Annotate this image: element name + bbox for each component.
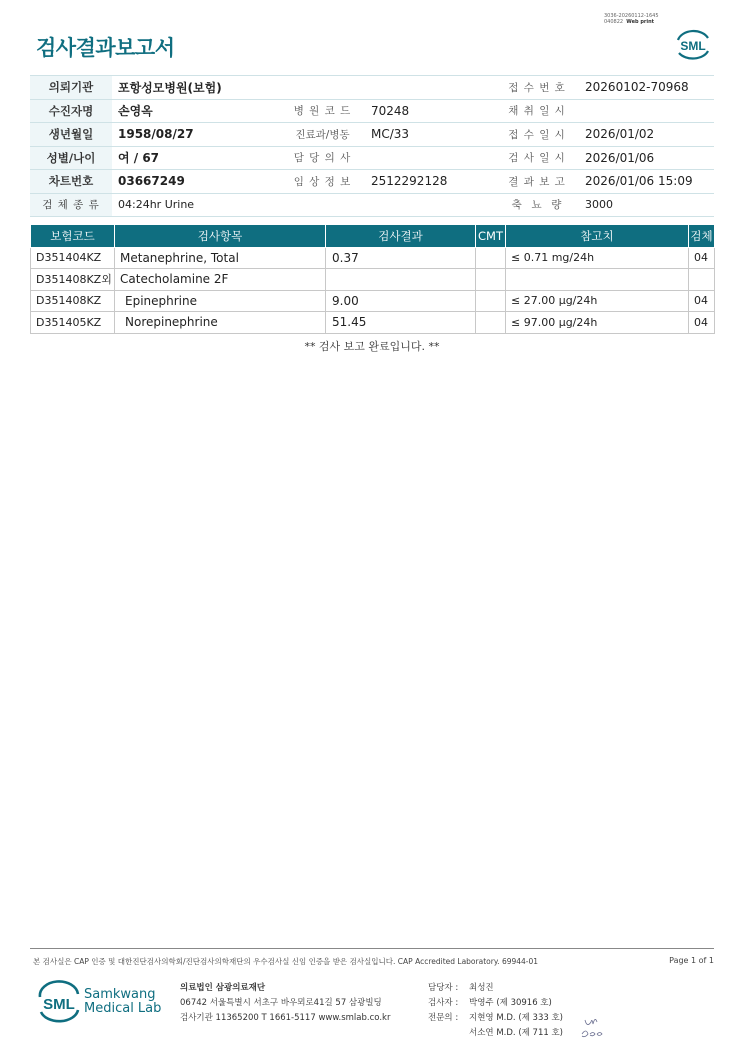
- value-collection-date: [579, 99, 714, 123]
- label-received-date: 접 수 일 시: [495, 123, 579, 147]
- label-accession-number: 접 수 번 호: [495, 76, 579, 100]
- label-urine-volume: 축 뇨 량: [495, 193, 579, 217]
- value-department: MC/33: [365, 123, 495, 147]
- footer-divider: [30, 948, 714, 949]
- cell-specimen: 04: [689, 247, 715, 269]
- cell-specimen: 04: [689, 290, 715, 312]
- cell-reference: [506, 269, 689, 291]
- table-row: [31, 269, 715, 291]
- footer-organization: [180, 981, 390, 1026]
- page-title: 검사결과보고서: [36, 36, 175, 60]
- table-row: [31, 312, 715, 334]
- cell-reference: ≤ 0.71 mg/24h: [506, 247, 689, 269]
- org-name: 의료법인 삼광의료재단: [180, 983, 266, 993]
- cell-item: Epinephrine: [115, 290, 326, 312]
- staff-name: 서소연 M.D. (제 711 호): [469, 1028, 564, 1038]
- staff-row: [428, 1011, 563, 1026]
- cell-specimen: [689, 269, 715, 291]
- cell-reference: ≤ 27.00 μg/24h: [506, 290, 689, 312]
- label-clinical-info: 임 상 정 보: [280, 170, 365, 194]
- patient-row: [30, 99, 714, 123]
- label-specimen-type: 검 체 종 류: [30, 193, 112, 217]
- cell-result: 9.00: [326, 290, 476, 312]
- value-report-date: 2026/01/06 15:09: [579, 170, 714, 194]
- cell-result: 0.37: [326, 247, 476, 269]
- sml-logo-icon: [672, 26, 714, 62]
- lab-name-line2: Medical Lab: [84, 1001, 162, 1016]
- staff-name: 박영주 (제 30916 호): [469, 998, 552, 1008]
- label-birth-date: 생년월일: [30, 123, 112, 147]
- label-physician: 담 당 의 사: [280, 146, 365, 170]
- org-address: 06742 서울특별시 서초구 바우뫼로41길 57 삼광빌딩: [180, 998, 382, 1008]
- label-collection-date: 채 취 일 시: [495, 99, 579, 123]
- patient-info-table: [30, 75, 714, 217]
- cell-item: Catecholamine 2F: [115, 269, 326, 291]
- cell-code: D351405KZ: [31, 312, 115, 334]
- results-table: [30, 225, 715, 334]
- staff-name: 최성진: [469, 983, 494, 993]
- header-reference: 참고치: [506, 225, 689, 247]
- signature-icon: [580, 1010, 610, 1040]
- cell-reference: ≤ 97.00 μg/24h: [506, 312, 689, 334]
- cell-item: Metanephrine, Total: [115, 247, 326, 269]
- footer-staff: [428, 981, 563, 1041]
- header-specimen: 검체: [689, 225, 715, 247]
- print-sub: 040822: [604, 19, 624, 25]
- staff-row: [428, 996, 563, 1011]
- staff-label: [428, 1026, 469, 1041]
- page-number: Page 1 of 1: [669, 956, 714, 965]
- value-birth-date: 1958/08/27: [112, 123, 280, 147]
- results-header-row: [31, 225, 715, 247]
- patient-row: [30, 76, 714, 100]
- staff-row: [428, 981, 563, 996]
- patient-row: [30, 123, 714, 147]
- table-row: [31, 247, 715, 269]
- label-department: 진료과/병동: [280, 123, 365, 147]
- value-received-date: 2026/01/02: [579, 123, 714, 147]
- value-hospital-code: 70248: [365, 99, 495, 123]
- staff-label: 검사자 :: [428, 998, 459, 1008]
- logo-text: SML: [680, 39, 706, 53]
- label-report-date: 결 과 보 고: [495, 170, 579, 194]
- table-row: [31, 290, 715, 312]
- staff-name: 지현영 M.D. (제 333 호): [469, 1013, 564, 1023]
- cell-specimen: 04: [689, 312, 715, 334]
- header-test-result: 검사결과: [326, 225, 476, 247]
- print-info: [604, 13, 659, 25]
- sml-footer-logo-icon: [36, 980, 82, 1024]
- cell-cmt: [476, 269, 506, 291]
- header-test-item: 검사항목: [115, 225, 326, 247]
- value-sex-age: 여 / 67: [112, 146, 280, 170]
- print-mode: Web print: [626, 19, 655, 25]
- patient-row: [30, 170, 714, 194]
- value-physician: [365, 146, 495, 170]
- label-requesting-institution: 의뢰기관: [30, 76, 112, 100]
- label-patient-name: 수진자명: [30, 99, 112, 123]
- value-test-date: 2026/01/06: [579, 146, 714, 170]
- patient-row: [30, 146, 714, 170]
- header-cmt: CMT: [476, 225, 506, 247]
- label-chart-number: 차트번호: [30, 170, 112, 194]
- cell-cmt: [476, 290, 506, 312]
- lab-name-line1: Samkwang: [84, 987, 156, 1002]
- patient-row: [30, 193, 714, 217]
- value-clinical-info: 2512292128: [365, 170, 495, 194]
- footer-lab-name: [84, 988, 161, 1016]
- cell-result: 51.45: [326, 312, 476, 334]
- cell-code: D351408KZ외: [31, 269, 115, 291]
- value-chart-number: 03667249: [112, 170, 280, 194]
- label-test-date: 검 사 일 시: [495, 146, 579, 170]
- cell-cmt: [476, 312, 506, 334]
- cell-code: D351404KZ: [31, 247, 115, 269]
- value-patient-name: 손영옥: [112, 99, 280, 123]
- header-insurance-code: 보험코드: [31, 225, 115, 247]
- cell-result: [326, 269, 476, 291]
- org-contact: 검사기관 11365200 T 1661-5117 www.smlab.co.kr: [180, 1013, 391, 1023]
- cell-item: Norepinephrine: [115, 312, 326, 334]
- cell-code: D351408KZ: [31, 290, 115, 312]
- label-sex-age: 성별/나이: [30, 146, 112, 170]
- print-code: 3036-20260112-1645: [604, 13, 659, 19]
- value-accession-number: 20260102-70968: [579, 76, 714, 100]
- report-complete-note: ** 검사 보고 완료입니다. **: [304, 340, 440, 353]
- staff-row: [428, 1026, 563, 1041]
- value-specimen-type: 04:24hr Urine: [112, 193, 495, 217]
- cell-cmt: [476, 247, 506, 269]
- footer-logo-text: SML: [43, 996, 75, 1013]
- label-hospital-code: 병 원 코 드: [280, 99, 365, 123]
- staff-label: 전문의 :: [428, 1013, 459, 1023]
- footer-certification: 본 검사실은 CAP 인증 및 대한진단검사의학회/진단검사의학재단의 우수검사실 신임 인증을 받은 검사실입니다. CAP Accredited Laboratory. 69944-01: [33, 957, 539, 966]
- value-urine-volume: 3000: [579, 193, 714, 217]
- value-requesting-institution: 포항성모병원(보험): [112, 76, 495, 100]
- staff-label: 담당자 :: [428, 983, 459, 993]
